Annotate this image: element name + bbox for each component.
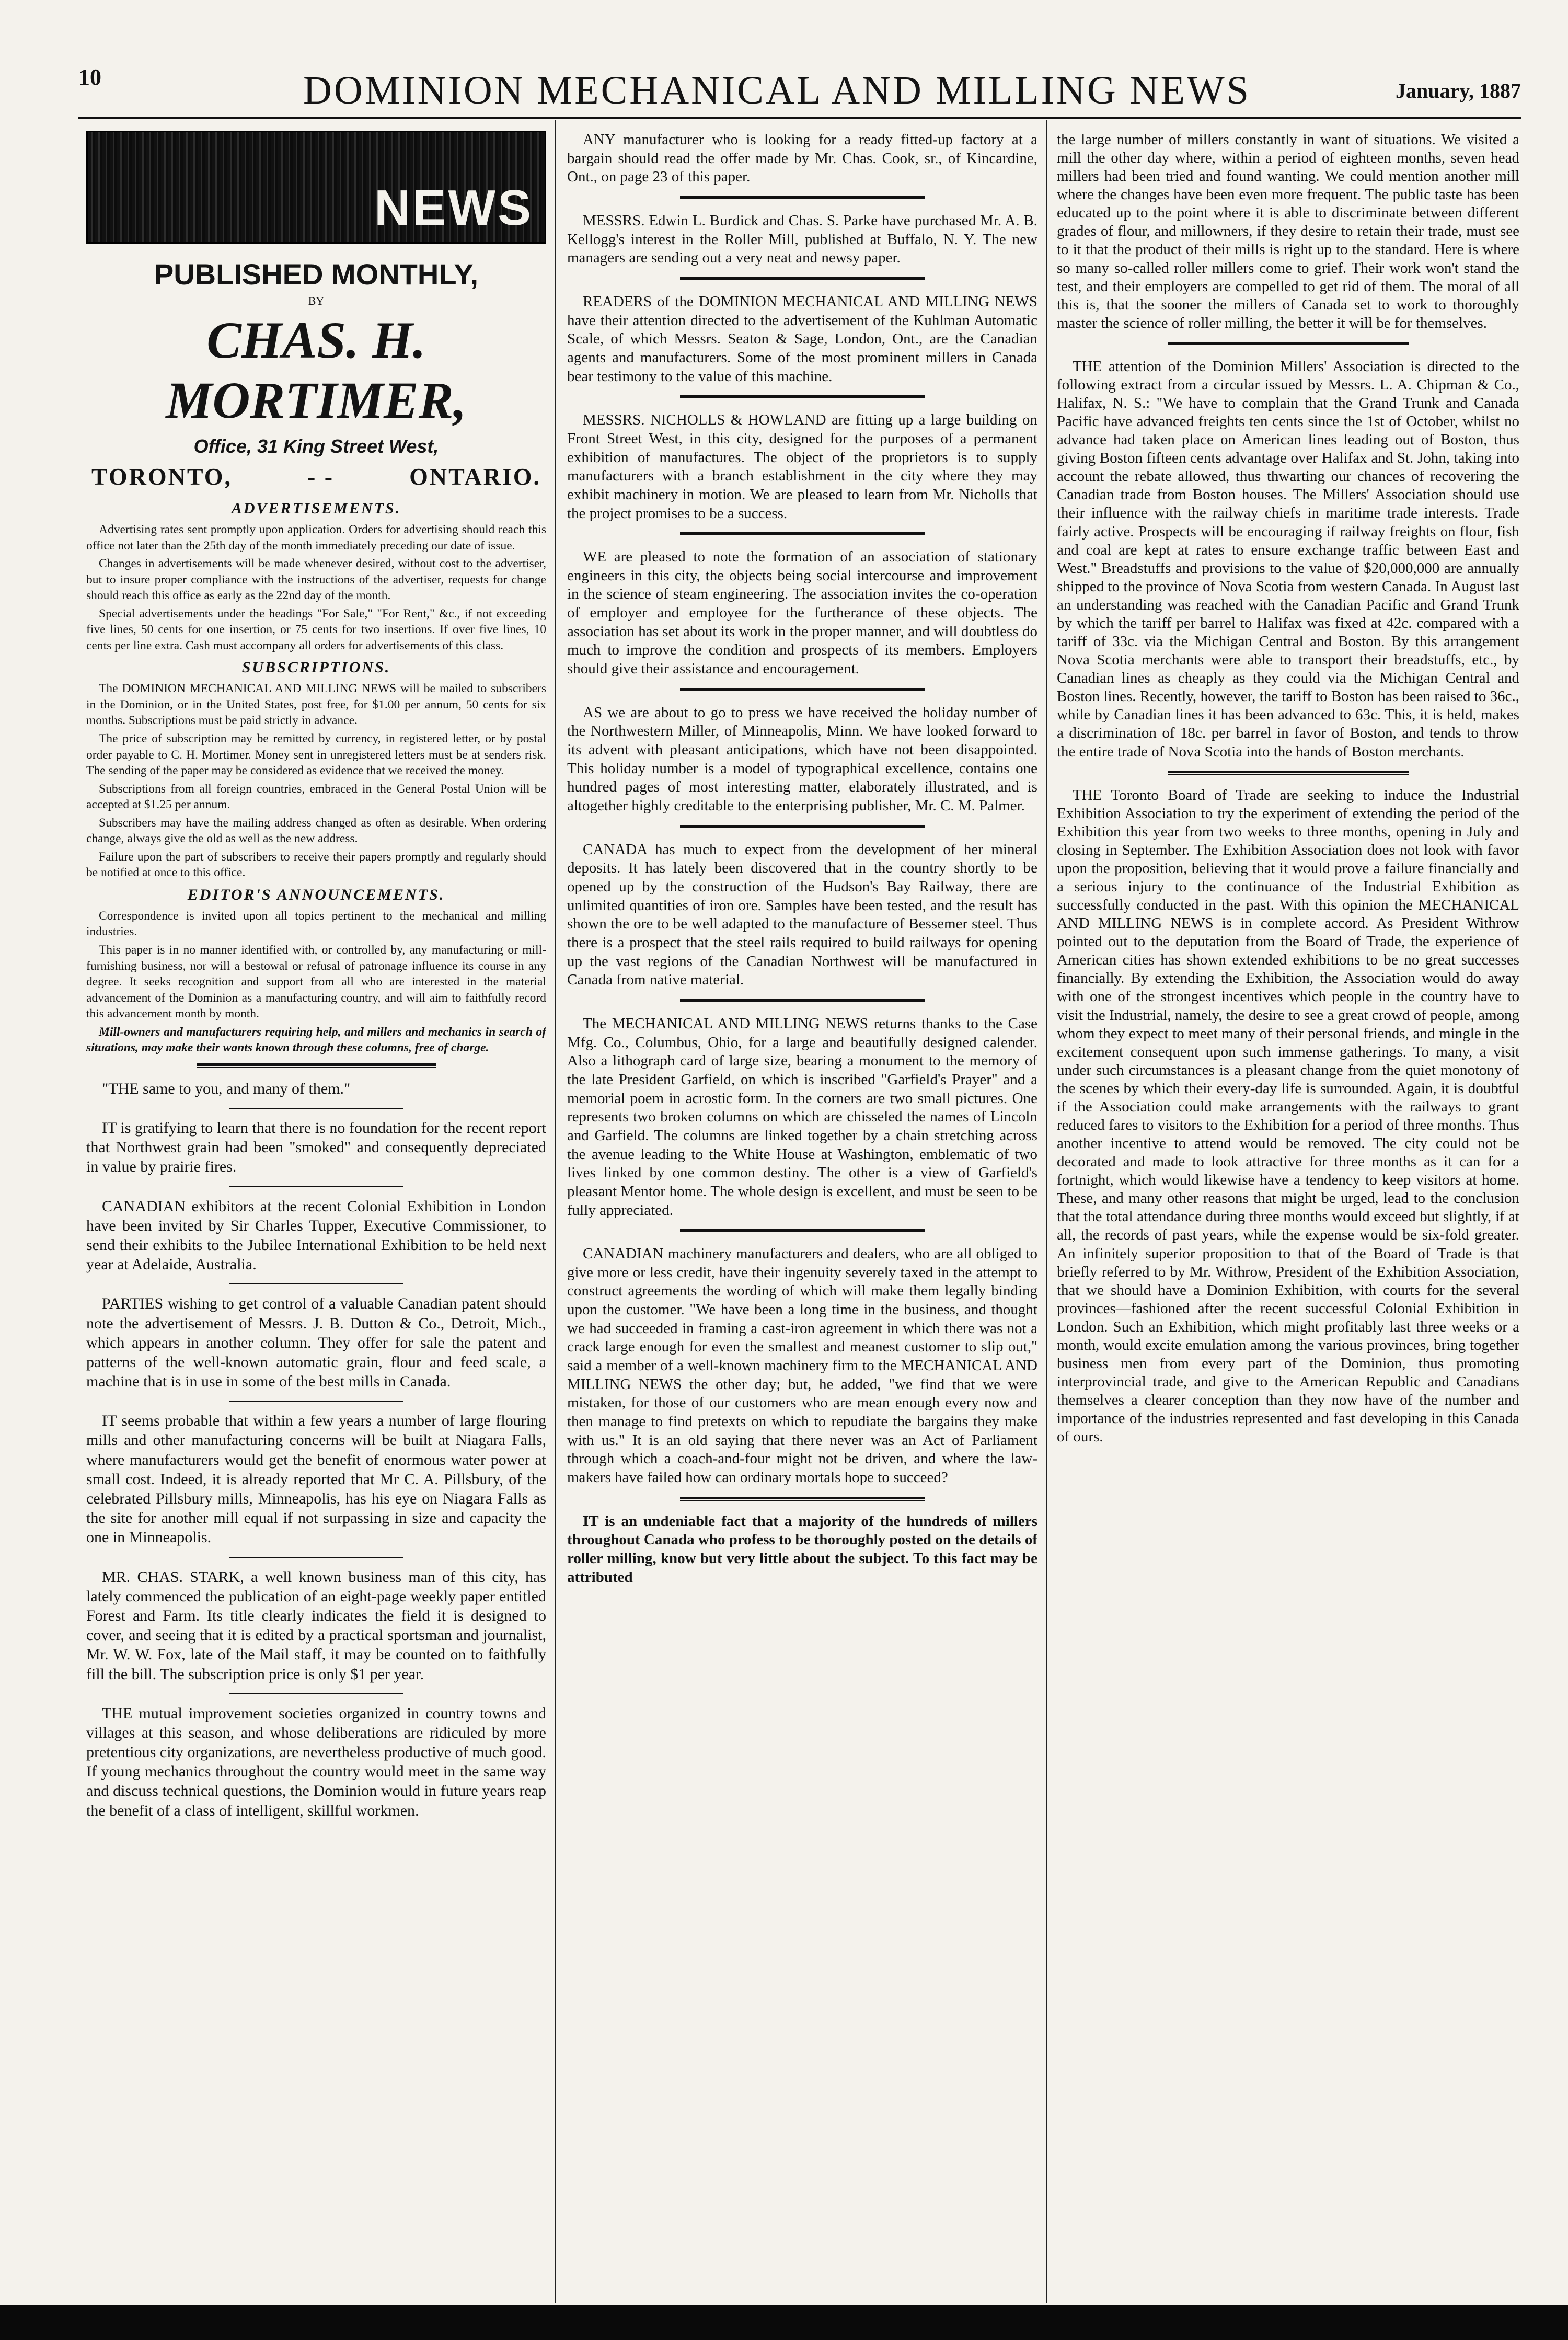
article-separator [229, 1693, 403, 1694]
editors-announcements-heading: EDITOR'S ANNOUNCEMENTS. [187, 886, 445, 903]
subscriptions-paragraph: Subscriptions from all foreign countries, embraced in the General Postal Union will be accepted at $1.25 per annum. [86, 782, 546, 812]
masthead-banner-word: NEWS [374, 180, 533, 236]
article: READERS of the DOMINION MECHANICAL AND MILLING NEWS have their attention directed to the advertisement of the Kuhlman Automatic Scale, of which Messrs. Seaton & Sage, London, Ont., are the Canadian agents and manufacturers. Some of the most prominent millers in Canada bear testimony to the value of this machine. [567, 293, 1037, 385]
article: MESSRS. NICHOLLS & HOWLAND are fitting up a large building on Front Street West, in this city, designed for the purposes of a permanent exhibition of manufactures. The object of the proprietors is to supply manufacturers with a branch establishment in the city where they may exhibit machinery in motion. We are pleased to learn from Mr. Nicholls that the project promises to be a success. [567, 411, 1037, 522]
subscriptions-paragraph: The price of subscription may be remitted by currency, in registered letter, or by postal order payable to C. H. Mortimer. Money sent in unregistered letters must be at senders risk. The sending of the paper may be considered as evidence that we received the money. [86, 732, 546, 778]
article-separator [229, 1186, 403, 1187]
by-line: BY [308, 294, 325, 307]
article: IT seems probable that within a few years a number of large flouring mills and other manufacturing concerns will be built at Niagara Falls, where manufacturers would get the benefit of enormous water power at small cost. Indeed, it is already reported that Mr C. A. Pillsbury, of the celebrated Pillsbury mills, Minneapolis, has his eye on Niagara Falls as the site for another mill equal if not surpassing in size and capacity the one in Minneapolis. [86, 1412, 546, 1546]
column-divider-right [1046, 120, 1047, 2303]
advertisements-paragraph: Special advertisements under the headings "For Sale," "For Rent," &c., if not exceeding five lines, 50 cents for one insertion, or 75 cents for two insertions. If over five lines, 10 cents per line extra. Cash must accompany all orders for advertisements of this class. [86, 606, 546, 652]
article: THE attention of the Dominion Millers' Association is directed to the following extract from a circular issued by Messrs. L. A. Chipman & Co., Halifax, N. S.: "We have to complain that the Grand Trunk and Canada Pacific have advanced freights ten cents since the 1st of October, whilst no advance had taken place on American lines leading out of Boston, thus giving Boston fifteen cents advantage over Halifax and St. John, taking into account the rebate allowed, thus thwarting our chances of recovering the Canadian trade from Boston houses. The Millers' Association should use their influence with the railway chiefs in maritime trade interests. Trade fairly active. Prospects will be encouraging if railway freights on flour, fish and coal are kept at rates to ensure exchange traffic between East and West." Breadstuffs and provisions to the value of $20,000,000 are annually shipped to the province of Nova Scotia from western Canada. In August last an understanding was reached with the Canadian Pacific and Grand Trunk by which the tariff per barrel to Halifax was fixed at 42c. compared with a tariff of 33c. via the Michigan Central and Boston. By this arrangement Nova Scotia merchants were able to transport their breadstuffs, etc., by Canadian lines as cheaply as they could via the Michigan Central and Boston lines. Recently, however, the tariff to Boston has been raised to 36c., while by Canadian lines it has been advanced to 63c. This, it is held, makes a discrimination of 18c. per barrel in favor of Boston, and tends to throw the entire trade of Nova Scotia into the hands of Boston merchants. [1057, 358, 1519, 760]
article-separator [680, 532, 925, 536]
column-right [1057, 131, 1519, 2300]
page-header [78, 58, 1521, 115]
header-rule [78, 117, 1521, 119]
article: "THE same to you, and many of them." [102, 1080, 351, 1097]
editors-announcements-section [86, 908, 546, 1022]
article-separator [229, 1401, 403, 1402]
editors-paragraph: Correspondence is invited upon all topics pertinent to the mechanical and milling industries. [86, 909, 546, 939]
province-name: ONTARIO. [409, 463, 541, 490]
subscriptions-heading: SUBSCRIPTIONS. [241, 659, 391, 676]
advertisements-heading: ADVERTISEMENTS. [231, 500, 401, 517]
article-separator [229, 1108, 403, 1109]
article: ANY manufacturer who is looking for a ready fitted-up factory at a bargain should read the offer made by Mr. Chas. Cook, sr., of Kincardine, Ont., on page 23 of this paper. [567, 131, 1037, 186]
article: THE mutual improvement societies organized in country towns and villages at this season, and whose deliberations are ridiculed by more pretentious city organizations, are nevertheless productive of much good. If young mechanics throughout the country would meet in the same way and discuss technical questions, the Dominion would in future years reap the benefit of a class of intelligent, skillful workmen. [86, 1704, 546, 1819]
article: IT is gratifying to learn that there is no foundation for the recent report that Northwest grain had been "smoked" and consequently depreciated in value by prairie fires. [86, 1119, 546, 1176]
subscriptions-section [86, 681, 546, 881]
column-middle [567, 131, 1037, 2300]
column-left [86, 131, 546, 2300]
publisher-name: CHAS. H. MORTIMER, [166, 311, 467, 429]
article-separator [680, 688, 925, 692]
issue-date: January, 1887 [1395, 79, 1521, 102]
article: MESSRS. Edwin L. Burdick and Chas. S. Parke have purchased Mr. A. B. Kellogg's interest in the Roller Mill, published at Buffalo, N. Y. The new managers are sending out a very neat and newsy paper. [567, 212, 1037, 267]
city-line [86, 463, 546, 490]
advertisements-paragraph: Changes in advertisements will be made whenever desired, without cost to the advertiser, but to insure proper compliance with the instructions of the advertiser, requests for change should reach this office as early as the 22nd day of the month. [86, 557, 546, 603]
subscriptions-paragraph: The DOMINION MECHANICAL AND MILLING NEWS will be mailed to subscribers in the Dominion, or in the United States, post free, for $1.00 per annum, 50 cents for six months. Subscriptions must be paid strictly in advance. [86, 682, 546, 728]
advertisements-section [86, 522, 546, 653]
article-separator [1168, 771, 1408, 775]
article-separator [229, 1283, 403, 1284]
article: AS we are about to go to press we have received the holiday number of the Northwestern Miller, of Minneapolis, Minn. We have looked forward to its advent with pleasant anticipations, which have not been disappointed. This holiday number is a model of typographical excellence, contains one hundred pages of most interesting matter, elaborately illustrated, and is altogether highly creditable to the enterprising publisher, Mr. C. M. Palmer. [567, 704, 1037, 815]
article-separator [680, 825, 925, 829]
subscriptions-paragraph: Subscribers may have the mailing address changed as often as desirable. When ordering change, always give the old as well as the new address. [86, 816, 546, 846]
city-dashes: - - [307, 463, 335, 490]
article: WE are pleased to note the formation of an association of stationary engineers in this city, the objects being social intercourse and improvement in the science of steam engineering. The association invites the co-operation of employer and employee for the furtherance of these objects. The association has set about its work in the proper manner, and will doubtless do much to improve the condition and prospects of its members. Employers should give their assistance and encouragement. [567, 548, 1037, 678]
published-monthly: PUBLISHED MONTHLY, [154, 258, 479, 291]
article: CANADA has much to expect from the development of her mineral deposits. It has lately been discovered that in the country shortly to be opened up by the construction of the Hudson's Bay Railway, there are unlimited quantities of iron ore. Samples have been tested, and the result has shown the ore to be well adapted to the manufacture of Bessemer steel. Thus there is a prospect that the steel rails required to build railways for opening up the vast regions of the Canadian Northwest will be manufactured in Canada from native material. [567, 841, 1037, 989]
article-continued: the large number of millers constantly in want of situations. We visited a mill the other day where, within a period of eighteen months, seven head millers had been tried and found wanting. We could mention another mill where the changes have been even more frequent. The public taste has been educated up to the point where it is able to discriminate between different grades of flour, and millowners, if they desire to retain their trade, must see to it that the product of their mills is right up to the standard. Here is where so many so-called roller millers come to grief. Their work won't stand the test, and their employers are compelled to get rid of them. The moral of all this is, that the sooner the millers of Canada set to work to thoroughly master the science of roller milling, the better it will be for themselves. [1057, 131, 1519, 331]
masthead-banner [86, 131, 546, 244]
advertisements-paragraph: Advertising rates sent promptly upon application. Orders for advertising should reach this office not later than the 25th day of the month immediately preceding our date of issue. [86, 523, 546, 553]
article: PARTIES wishing to get control of a valuable Canadian patent should note the advertisement of Messrs. J. B. Dutton & Co., Detroit, Mich., which appears in another column. They offer for sale the patent and patterns of the well-known automatic grain, flour and feed scale, a machine that is in use in some of the best mills in Canada. [86, 1295, 546, 1391]
editors-paragraph: This paper is in no manner identified with, or controlled by, any manufacturing or mill-furnishing business, nor will a bestowal or refusal of patronage influence its course in any degree. It seeks recognition and support from all who are interested in the material advancement of the Dominion as a manufacturing country, and will aim to faithfully record this advancement month by month. [86, 943, 546, 1021]
office-address: Office, 31 King Street West, [193, 435, 439, 457]
article: CANADIAN exhibitors at the recent Colonial Exhibition in London have been invited by Sir Charles Tupper, Executive Commissioner, to send their exhibits to the Jubilee International Exhibition to be held next year at Adelaide, Australia. [86, 1197, 546, 1274]
editors-paragraph: Mill-owners and manufacturers requiring help, and millers and mechanics in search of situations, may make their wants known through these columns, free of charge. [86, 1025, 546, 1055]
article-separator [229, 1557, 403, 1558]
article-separator [680, 1229, 925, 1233]
article-separator [680, 1497, 925, 1501]
article: CANADIAN machinery manufacturers and dealers, who are all obliged to give more or less credit, have their ingenuity severely taxed in the attempt to construct agreements the wording of which will make them legally binding upon the customer. "We have been a long time in the business, and thought we had succeeded in framing a cast-iron agreement in which there was not a crack large enough for even the smallest and meanest customer to slip out," said a member of a well-known machinery firm to the MECHANICAL AND MILLING NEWS the other day; but, he added, "we find that we were mistaken, for those of our customers who are mean enough every now and then manage to find pretexts on which to repudiate the bargains they make with us." It is an old saying that there never was an Act of Parliament through which a coach-and-four might not be driven, and where the law-makers have failed how can ordinary mortals hope to succeed? [567, 1245, 1037, 1486]
newspaper-title: DOMINION MECHANICAL AND MILLING NEWS [303, 68, 1251, 112]
article-separator [680, 277, 925, 281]
column-divider-left [555, 120, 556, 2303]
scan-edge-bar [0, 2305, 1568, 2340]
article-separator [680, 999, 925, 1003]
section-separator [197, 1063, 436, 1068]
article-separator [680, 196, 925, 200]
left-articles [86, 1079, 546, 1820]
article-separator [680, 395, 925, 399]
editors-notice [86, 1024, 546, 1056]
article-separator [1168, 342, 1408, 346]
article: IT is an undeniable fact that a majority of the hundreds of millers throughout Canada who profess to be thoroughly posted on the details of roller milling, know but very little about the subject. To this fact may be attributed [567, 1512, 1037, 1586]
subscriptions-paragraph: Failure upon the part of subscribers to receive their papers promptly and regularly should be notified at once to this office. [86, 850, 546, 880]
page-number: 10 [78, 64, 101, 90]
article: THE Toronto Board of Trade are seeking to induce the Industrial Exhibition Association to try the experiment of extending the period of the Exhibition this year from two weeks to three months, opening in July and closing in September. The Exhibition Association does not look with favor upon the proposition, believing that it would prove a failure financially and a serious injury to the continuance of the Industrial Exhibition as successfully conducted in the past. With this opinion the MECHANICAL AND MILLING NEWS is in complete accord. As President Withrow pointed out to the deputation from the Board of Trade, the experience of American cities has shown extended exhibitions to be no great successes financially. By extending the Exhibition, the Association would do away with one of the strongest incentives which people in the country have to visit the Industrial, namely, the desire to see a great crowd of people, among whom they expect to meet many of their personal friends, and mingle in the excitement consequent upon such immense gatherings. To many, a visit under such circumstances is a pleasant change from the quiet monotony of the scenes by which their every-day life is surrounded. Again, it is doubtful if the Association could make arrangements with the railways to grant reduced fares to visitors to the Exhibition for a period of three months. Thus another incentive to attend would be removed. The city could not be decorated and made to look attractive for three months as it can for a fortnight, which would likewise have a tendency to keep visitors at home. These, and many other reasons that might be urged, lead to the conclusion that the total attendance during three months would exceed but slightly, if at all, the records of past years, while the expense would be six-fold greater. An infinitely superior proposition to that of the Board of Trade is that briefly referred to by Mr. Withrow, President of the Exhibition Association, that we should have a Dominion Exhibition, with courts for the several provinces—fashioned after the recent successful Colonial Exhibition in London. Such an Exhibition, which might profitably last three weeks or a month, would excite emulation among the various provinces, bring together business men from every part of the Dominion, thus promoting interprovincial trade, and give to the American Republic and Canadians themselves a clearer conception than they now have of the number and importance of the industries represented and fast developing in this Canada of ours. [1057, 786, 1519, 1446]
article: MR. CHAS. STARK, a well known business man of this city, has lately commenced the publication of an eight-page weekly paper entitled Forest and Farm. Its title clearly indicates the field it is designed to cover, and seeing that it is edited by a practical sportsman and journalist, Mr. W. W. Fox, late of the Mail staff, it may be counted on to faithfully fill the bill. The subscription price is only $1 per year. [86, 1568, 546, 1683]
article: The MECHANICAL AND MILLING NEWS returns thanks to the Case Mfg. Co., Columbus, Ohio, for a large and beautifully designed calender. Also a lithograph card of large size, bearing a monument to the memory of the late President Garfield, on which is inscribed "Garfield's Prayer" and a memorial poem in acrostic form. In the corners are two small pictures. One represents two broken columns on which are chisseled the names of Lincoln and Garfield. The columns are linked together by a chain stretching across the avenue leading to the White House at Washington, emblematic of two lives linked by one common destiny. The other is a view of Garfield's pleasant Mentor home. The whole design is excellent, and must be seen to be fully appreciated. [567, 1015, 1037, 1219]
city-name: TORONTO, [91, 463, 232, 490]
